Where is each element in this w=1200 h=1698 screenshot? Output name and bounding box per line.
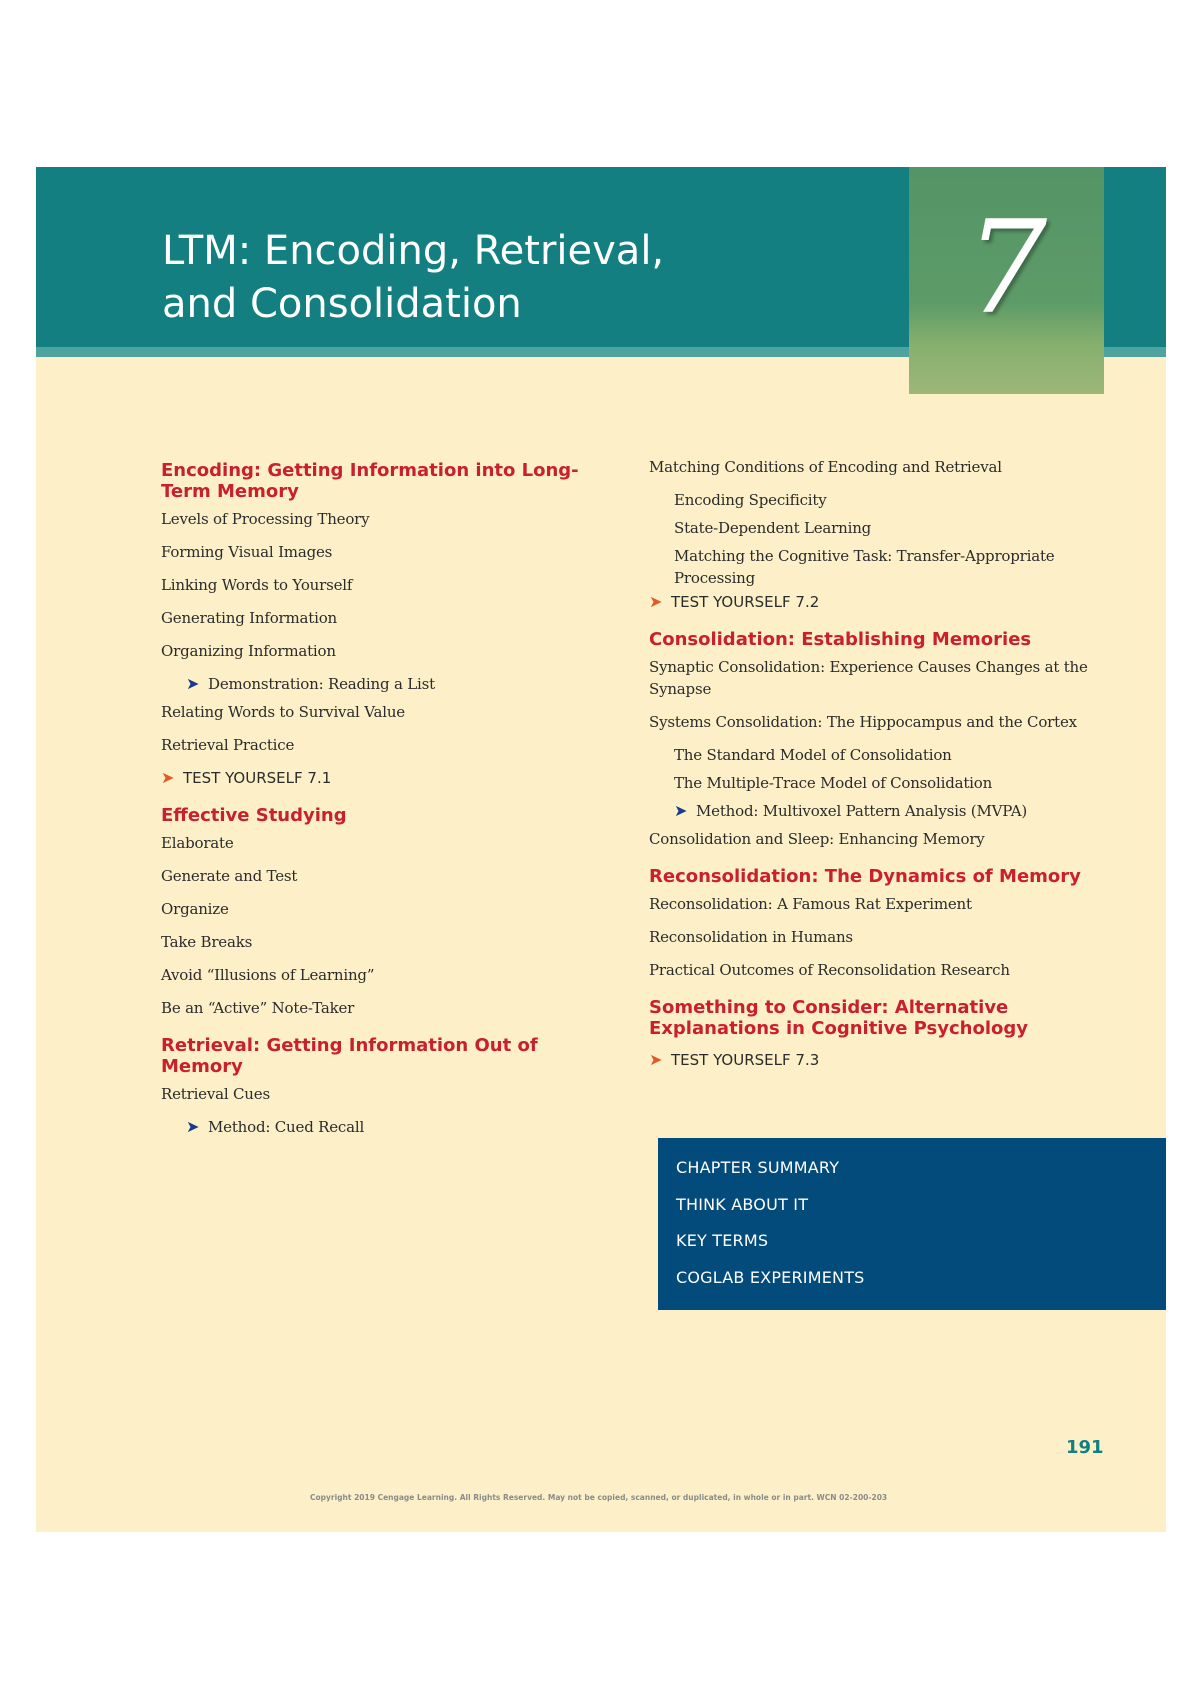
toc-item[interactable]: Consolidation and Sleep: Enhancing Memory — [649, 830, 985, 848]
toc-item[interactable]: Matching Conditions of Encoding and Retrieval — [649, 458, 1002, 476]
test-yourself-link[interactable] — [649, 591, 1089, 613]
toc-item[interactable]: Generate and Test — [161, 867, 298, 885]
page-number: 191 — [1066, 1437, 1104, 1458]
toc-subitem[interactable]: State-Dependent Learning — [674, 519, 872, 537]
chapter-title-line2: and Consolidation — [162, 281, 522, 327]
section-heading[interactable]: Consolidation: Establishing Memories — [649, 629, 1032, 650]
toc-section-reconsolidation — [649, 866, 1089, 981]
toc-method-label: Method: Cued Recall — [208, 1118, 365, 1136]
toc-item[interactable]: Reconsolidation in Humans — [649, 928, 853, 946]
test-yourself-label: TEST YOURSELF 7.3 — [671, 1051, 820, 1069]
toc-section-retrieval — [161, 1035, 601, 1138]
chapter-number: 7 — [965, 194, 1048, 343]
toc-left-column — [161, 460, 601, 1154]
toc-item[interactable]: Levels of Processing Theory — [161, 510, 370, 528]
chapter-summary-link[interactable]: CHAPTER SUMMARY — [676, 1158, 840, 1177]
toc-item[interactable]: Retrieval Practice — [161, 736, 295, 754]
toc-right-column — [649, 460, 1089, 1087]
toc-section-matching — [649, 456, 1089, 613]
toc-item[interactable]: Synaptic Consolidation: Experience Causes Changes at the Synapse — [649, 658, 1088, 698]
test-yourself-link[interactable] — [161, 767, 601, 789]
section-heading[interactable]: Reconsolidation: The Dynamics of Memory — [649, 866, 1081, 887]
toc-section-studying — [161, 805, 601, 1019]
toc-section-something-to-consider — [649, 997, 1089, 1071]
toc-method-label: Method: Multivoxel Pattern Analysis (MVPA) — [696, 802, 1028, 820]
toc-item[interactable]: Be an “Active” Note-Taker — [161, 999, 355, 1017]
toc-method[interactable] — [649, 800, 1089, 822]
arrowhead-icon: ➤ — [186, 1117, 200, 1136]
toc-subitem[interactable]: The Standard Model of Consolidation — [674, 746, 952, 764]
toc-subitem[interactable]: Matching the Cognitive Task: Transfer-Appropriate Processing — [674, 547, 1055, 587]
toc-demonstration[interactable] — [161, 673, 601, 695]
end-of-chapter-box — [658, 1138, 1166, 1310]
test-yourself-label: TEST YOURSELF 7.1 — [183, 769, 332, 787]
toc-item[interactable]: Take Breaks — [161, 933, 253, 951]
toc-section-encoding — [161, 460, 601, 789]
toc-item[interactable]: Practical Outcomes of Reconsolidation Research — [649, 961, 1010, 979]
copyright-notice: Copyright 2019 Cengage Learning. All Rights Reserved. May not be copied, scanned, or duplicated, in whole or in part. WCN 02-200-203 — [310, 1493, 888, 1502]
section-heading[interactable]: Retrieval: Getting Information Out of Memory — [161, 1035, 538, 1077]
toc-item[interactable]: Relating Words to Survival Value — [161, 703, 405, 721]
coglab-experiments-link[interactable]: COGLAB EXPERIMENTS — [676, 1268, 865, 1287]
arrowhead-icon: ➤ — [649, 592, 663, 611]
toc-item[interactable]: Generating Information — [161, 609, 337, 627]
key-terms-link[interactable]: KEY TERMS — [676, 1231, 769, 1250]
arrowhead-icon: ➤ — [674, 801, 688, 820]
test-yourself-label: TEST YOURSELF 7.2 — [671, 593, 820, 611]
chapter-title — [162, 225, 664, 331]
toc-demonstration-label: Demonstration: Reading a List — [208, 675, 435, 693]
toc-item[interactable]: Elaborate — [161, 834, 234, 852]
toc-item[interactable]: Organizing Information — [161, 642, 336, 660]
toc-item[interactable]: Avoid “Illusions of Learning” — [161, 966, 375, 984]
toc-item[interactable]: Retrieval Cues — [161, 1085, 270, 1103]
chapter-title-line1: LTM: Encoding, Retrieval, — [162, 228, 665, 274]
test-yourself-link[interactable] — [649, 1049, 1089, 1071]
toc-item[interactable]: Organize — [161, 900, 229, 918]
think-about-it-link[interactable]: THINK ABOUT IT — [676, 1195, 809, 1214]
toc-subitem[interactable]: The Multiple-Trace Model of Consolidation — [674, 774, 993, 792]
section-heading[interactable]: Effective Studying — [161, 805, 347, 826]
section-heading[interactable]: Encoding: Getting Information into Long-Term Memory — [161, 460, 579, 502]
toc-item[interactable]: Forming Visual Images — [161, 543, 333, 561]
toc-subitem[interactable]: Encoding Specificity — [674, 491, 827, 509]
toc-method[interactable] — [161, 1116, 601, 1138]
arrowhead-icon: ➤ — [161, 768, 175, 787]
arrowhead-icon: ➤ — [186, 674, 200, 693]
section-heading[interactable]: Something to Consider: Alternative Explanations in Cognitive Psychology — [649, 997, 1029, 1039]
toc-section-consolidation — [649, 629, 1089, 850]
toc-item[interactable]: Systems Consolidation: The Hippocampus and the Cortex — [649, 713, 1077, 731]
chapter-number-box — [909, 167, 1104, 394]
toc-item[interactable]: Linking Words to Yourself — [161, 576, 353, 594]
arrowhead-icon: ➤ — [649, 1050, 663, 1069]
toc-item[interactable]: Reconsolidation: A Famous Rat Experiment — [649, 895, 972, 913]
